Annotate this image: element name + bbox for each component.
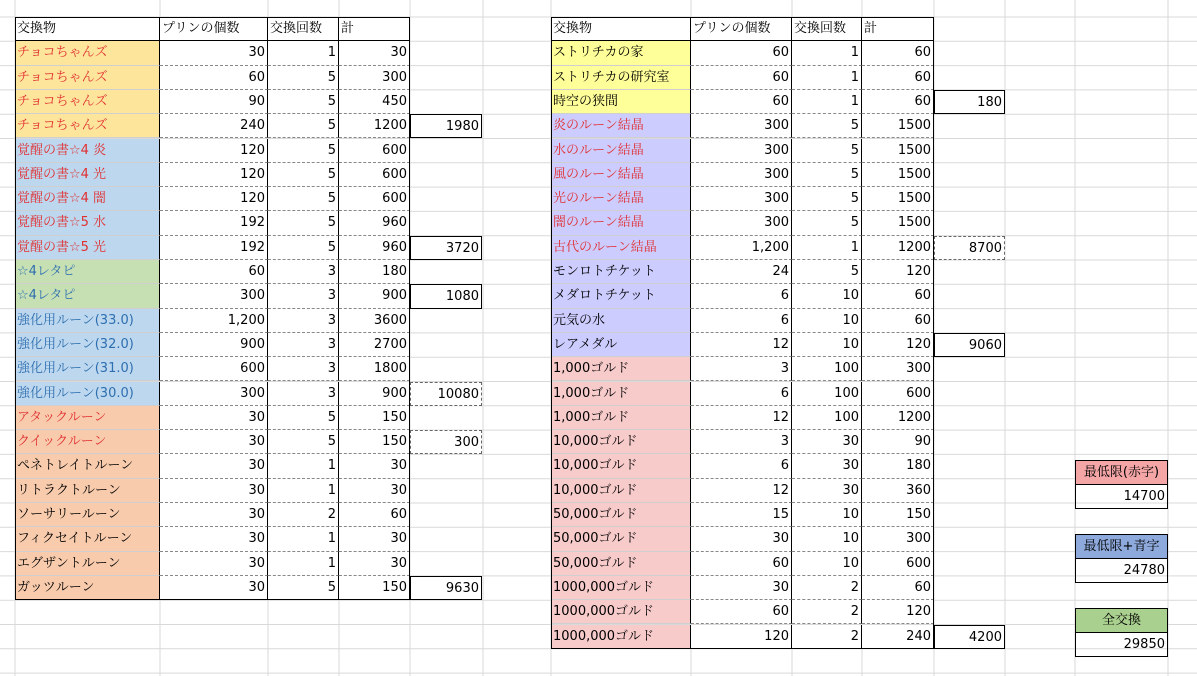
total-cell[interactable]: 600 xyxy=(339,187,410,211)
total-cell[interactable]: 30 xyxy=(339,552,410,576)
count-cell[interactable]: 300 xyxy=(160,284,268,308)
item-cell[interactable]: 時空の狭間 xyxy=(551,90,691,114)
times-cell[interactable]: 30 xyxy=(792,479,862,503)
times-cell[interactable]: 100 xyxy=(792,357,862,381)
count-cell[interactable]: 300 xyxy=(691,211,792,235)
item-cell[interactable]: 1,000ゴルド xyxy=(551,382,691,406)
count-cell[interactable]: 6 xyxy=(691,309,792,333)
item-cell[interactable]: ストリチカの家 xyxy=(551,41,691,65)
group-total-cell[interactable]: 4200 xyxy=(934,625,1005,649)
item-cell[interactable]: レアメダル xyxy=(551,333,691,357)
times-cell[interactable]: 5 xyxy=(792,187,862,211)
total-cell[interactable]: 450 xyxy=(339,90,410,114)
total-cell[interactable]: 60 xyxy=(862,576,934,600)
times-cell[interactable]: 10 xyxy=(792,503,862,527)
header-item[interactable]: 交換物 xyxy=(551,17,691,41)
total-cell[interactable]: 300 xyxy=(862,527,934,551)
count-cell[interactable]: 1,200 xyxy=(691,236,792,260)
count-cell[interactable]: 30 xyxy=(160,430,268,454)
total-cell[interactable]: 1200 xyxy=(339,114,410,138)
item-cell[interactable]: メダロトチケット xyxy=(551,284,691,308)
total-cell[interactable]: 600 xyxy=(339,139,410,163)
times-cell[interactable]: 3 xyxy=(268,382,339,406)
total-cell[interactable]: 60 xyxy=(862,41,934,65)
total-cell[interactable]: 120 xyxy=(862,260,934,284)
times-cell[interactable]: 100 xyxy=(792,406,862,430)
header-times[interactable]: 交換回数 xyxy=(792,17,862,41)
times-cell[interactable]: 5 xyxy=(792,114,862,138)
item-cell[interactable]: ストリチカの研究室 xyxy=(551,66,691,90)
item-cell[interactable]: 10,000ゴルド xyxy=(551,430,691,454)
item-cell[interactable]: 覚醒の書☆4 炎 xyxy=(15,139,160,163)
times-cell[interactable]: 5 xyxy=(792,260,862,284)
item-cell[interactable]: 10,000ゴルド xyxy=(551,479,691,503)
count-cell[interactable]: 900 xyxy=(160,333,268,357)
count-cell[interactable]: 6 xyxy=(691,382,792,406)
item-cell[interactable]: ソーサリールーン xyxy=(15,503,160,527)
times-cell[interactable]: 5 xyxy=(268,576,339,600)
group-total-cell[interactable]: 180 xyxy=(934,90,1005,114)
count-cell[interactable]: 12 xyxy=(691,333,792,357)
item-cell[interactable]: ペネトレイトルーン xyxy=(15,454,160,478)
total-cell[interactable]: 1800 xyxy=(339,357,410,381)
times-cell[interactable]: 1 xyxy=(268,479,339,503)
count-cell[interactable]: 30 xyxy=(160,454,268,478)
count-cell[interactable]: 60 xyxy=(691,90,792,114)
item-cell[interactable]: 炎のルーン結晶 xyxy=(551,114,691,138)
item-cell[interactable]: 光のルーン結晶 xyxy=(551,187,691,211)
item-cell[interactable]: 1,000ゴルド xyxy=(551,357,691,381)
total-cell[interactable]: 30 xyxy=(339,454,410,478)
times-cell[interactable]: 5 xyxy=(268,211,339,235)
count-cell[interactable]: 300 xyxy=(691,187,792,211)
group-total-cell[interactable]: 3720 xyxy=(410,236,482,260)
times-cell[interactable]: 3 xyxy=(268,284,339,308)
total-cell[interactable]: 1200 xyxy=(862,406,934,430)
group-total-cell[interactable]: 1980 xyxy=(410,114,482,138)
times-cell[interactable]: 5 xyxy=(268,114,339,138)
times-cell[interactable]: 1 xyxy=(792,41,862,65)
total-cell[interactable]: 900 xyxy=(339,284,410,308)
count-cell[interactable]: 30 xyxy=(160,552,268,576)
times-cell[interactable]: 1 xyxy=(268,41,339,65)
times-cell[interactable]: 5 xyxy=(268,187,339,211)
total-cell[interactable]: 1500 xyxy=(862,211,934,235)
item-cell[interactable]: 強化用ルーン(30.0) xyxy=(15,382,160,406)
total-cell[interactable]: 1500 xyxy=(862,163,934,187)
count-cell[interactable]: 90 xyxy=(160,90,268,114)
times-cell[interactable]: 5 xyxy=(792,211,862,235)
item-cell[interactable]: 10,000ゴルド xyxy=(551,454,691,478)
item-cell[interactable]: エグザントルーン xyxy=(15,552,160,576)
count-cell[interactable]: 60 xyxy=(160,66,268,90)
group-total-cell[interactable]: 9060 xyxy=(934,333,1005,357)
times-cell[interactable]: 5 xyxy=(792,163,862,187)
times-cell[interactable]: 10 xyxy=(792,309,862,333)
total-cell[interactable]: 180 xyxy=(339,260,410,284)
count-cell[interactable]: 60 xyxy=(691,600,792,624)
header-times[interactable]: 交換回数 xyxy=(268,17,339,41)
count-cell[interactable]: 192 xyxy=(160,211,268,235)
times-cell[interactable]: 5 xyxy=(268,430,339,454)
item-cell[interactable]: 水のルーン結晶 xyxy=(551,139,691,163)
group-total-cell[interactable]: 8700 xyxy=(934,236,1005,260)
header-count[interactable]: プリンの個数 xyxy=(160,17,268,41)
times-cell[interactable]: 3 xyxy=(268,309,339,333)
count-cell[interactable]: 12 xyxy=(691,479,792,503)
item-cell[interactable]: チョコちゃんズ xyxy=(15,114,160,138)
count-cell[interactable]: 300 xyxy=(691,163,792,187)
times-cell[interactable]: 2 xyxy=(792,600,862,624)
count-cell[interactable]: 120 xyxy=(160,187,268,211)
item-cell[interactable]: チョコちゃんズ xyxy=(15,66,160,90)
item-cell[interactable]: 1000,000ゴルド xyxy=(551,600,691,624)
times-cell[interactable]: 5 xyxy=(268,90,339,114)
item-cell[interactable]: 50,000ゴルド xyxy=(551,503,691,527)
total-cell[interactable]: 120 xyxy=(862,600,934,624)
count-cell[interactable]: 300 xyxy=(691,114,792,138)
total-cell[interactable]: 2700 xyxy=(339,333,410,357)
times-cell[interactable]: 2 xyxy=(792,625,862,649)
count-cell[interactable]: 1,200 xyxy=(160,309,268,333)
total-cell[interactable]: 1200 xyxy=(862,236,934,260)
times-cell[interactable]: 30 xyxy=(792,454,862,478)
total-cell[interactable]: 180 xyxy=(862,454,934,478)
summary-min-blue-label[interactable]: 最低限+青字 xyxy=(1075,534,1168,559)
item-cell[interactable]: 風のルーン結晶 xyxy=(551,163,691,187)
times-cell[interactable]: 5 xyxy=(268,236,339,260)
total-cell[interactable]: 3600 xyxy=(339,309,410,333)
summary-all-value[interactable]: 29850 xyxy=(1075,632,1168,657)
count-cell[interactable]: 240 xyxy=(160,114,268,138)
item-cell[interactable]: モンロトチケット xyxy=(551,260,691,284)
total-cell[interactable]: 300 xyxy=(339,66,410,90)
times-cell[interactable]: 10 xyxy=(792,284,862,308)
summary-min-red-value[interactable]: 14700 xyxy=(1075,484,1168,509)
header-count[interactable]: プリンの個数 xyxy=(691,17,792,41)
total-cell[interactable]: 360 xyxy=(862,479,934,503)
times-cell[interactable]: 3 xyxy=(268,357,339,381)
total-cell[interactable]: 150 xyxy=(339,430,410,454)
count-cell[interactable]: 60 xyxy=(160,260,268,284)
times-cell[interactable]: 2 xyxy=(268,503,339,527)
total-cell[interactable]: 60 xyxy=(339,503,410,527)
total-cell[interactable]: 600 xyxy=(339,163,410,187)
times-cell[interactable]: 1 xyxy=(792,66,862,90)
times-cell[interactable]: 5 xyxy=(792,139,862,163)
header-total[interactable]: 計 xyxy=(862,17,934,41)
item-cell[interactable]: フィクセイトルーン xyxy=(15,527,160,551)
item-cell[interactable]: 強化用ルーン(33.0) xyxy=(15,309,160,333)
header-item[interactable]: 交換物 xyxy=(15,17,160,41)
item-cell[interactable]: 覚醒の書☆5 水 xyxy=(15,211,160,235)
total-cell[interactable]: 60 xyxy=(862,90,934,114)
count-cell[interactable]: 3 xyxy=(691,357,792,381)
count-cell[interactable]: 60 xyxy=(691,552,792,576)
times-cell[interactable]: 1 xyxy=(792,90,862,114)
count-cell[interactable]: 30 xyxy=(160,503,268,527)
total-cell[interactable]: 150 xyxy=(339,576,410,600)
group-total-cell[interactable]: 10080 xyxy=(410,382,482,406)
times-cell[interactable]: 5 xyxy=(268,406,339,430)
item-cell[interactable]: チョコちゃんズ xyxy=(15,41,160,65)
total-cell[interactable]: 300 xyxy=(862,357,934,381)
count-cell[interactable]: 3 xyxy=(691,430,792,454)
times-cell[interactable]: 1 xyxy=(268,454,339,478)
count-cell[interactable]: 6 xyxy=(691,284,792,308)
item-cell[interactable]: 闇のルーン結晶 xyxy=(551,211,691,235)
times-cell[interactable]: 100 xyxy=(792,382,862,406)
times-cell[interactable]: 10 xyxy=(792,552,862,576)
times-cell[interactable]: 5 xyxy=(268,66,339,90)
header-total[interactable]: 計 xyxy=(339,17,410,41)
count-cell[interactable]: 30 xyxy=(160,479,268,503)
count-cell[interactable]: 15 xyxy=(691,503,792,527)
total-cell[interactable]: 240 xyxy=(862,625,934,649)
times-cell[interactable]: 2 xyxy=(792,576,862,600)
count-cell[interactable]: 120 xyxy=(691,625,792,649)
count-cell[interactable]: 120 xyxy=(160,139,268,163)
count-cell[interactable]: 30 xyxy=(160,527,268,551)
count-cell[interactable]: 6 xyxy=(691,454,792,478)
total-cell[interactable]: 60 xyxy=(862,309,934,333)
group-total-cell[interactable]: 9630 xyxy=(410,576,482,600)
total-cell[interactable]: 1500 xyxy=(862,187,934,211)
count-cell[interactable]: 300 xyxy=(160,382,268,406)
times-cell[interactable]: 30 xyxy=(792,430,862,454)
count-cell[interactable]: 30 xyxy=(691,576,792,600)
count-cell[interactable]: 30 xyxy=(160,576,268,600)
total-cell[interactable]: 60 xyxy=(862,284,934,308)
summary-min-blue-value[interactable]: 24780 xyxy=(1075,558,1168,583)
item-cell[interactable]: チョコちゃんズ xyxy=(15,90,160,114)
item-cell[interactable]: 50,000ゴルド xyxy=(551,552,691,576)
total-cell[interactable]: 150 xyxy=(339,406,410,430)
times-cell[interactable]: 3 xyxy=(268,260,339,284)
count-cell[interactable]: 192 xyxy=(160,236,268,260)
item-cell[interactable]: 覚醒の書☆4 光 xyxy=(15,163,160,187)
times-cell[interactable]: 1 xyxy=(792,236,862,260)
count-cell[interactable]: 12 xyxy=(691,406,792,430)
times-cell[interactable]: 3 xyxy=(268,333,339,357)
count-cell[interactable]: 30 xyxy=(160,406,268,430)
item-cell[interactable]: 古代のルーン結晶 xyxy=(551,236,691,260)
total-cell[interactable]: 150 xyxy=(862,503,934,527)
times-cell[interactable]: 5 xyxy=(268,163,339,187)
total-cell[interactable]: 1500 xyxy=(862,114,934,138)
count-cell[interactable]: 30 xyxy=(691,527,792,551)
count-cell[interactable]: 30 xyxy=(160,41,268,65)
total-cell[interactable]: 960 xyxy=(339,211,410,235)
total-cell[interactable]: 1500 xyxy=(862,139,934,163)
count-cell[interactable]: 60 xyxy=(691,66,792,90)
item-cell[interactable]: 1000,000ゴルド xyxy=(551,576,691,600)
times-cell[interactable]: 1 xyxy=(268,527,339,551)
count-cell[interactable]: 60 xyxy=(691,41,792,65)
count-cell[interactable]: 600 xyxy=(160,357,268,381)
total-cell[interactable]: 600 xyxy=(862,382,934,406)
summary-all-label[interactable]: 全交換 xyxy=(1075,608,1168,633)
item-cell[interactable]: 覚醒の書☆4 闇 xyxy=(15,187,160,211)
times-cell[interactable]: 10 xyxy=(792,333,862,357)
item-cell[interactable]: 強化用ルーン(32.0) xyxy=(15,333,160,357)
item-cell[interactable]: 1,000ゴルド xyxy=(551,406,691,430)
times-cell[interactable]: 5 xyxy=(268,139,339,163)
group-total-cell[interactable]: 1080 xyxy=(410,284,482,308)
item-cell[interactable]: アタックルーン xyxy=(15,406,160,430)
count-cell[interactable]: 24 xyxy=(691,260,792,284)
total-cell[interactable]: 30 xyxy=(339,41,410,65)
total-cell[interactable]: 90 xyxy=(862,430,934,454)
group-total-cell[interactable]: 300 xyxy=(410,430,482,454)
total-cell[interactable]: 60 xyxy=(862,66,934,90)
times-cell[interactable]: 10 xyxy=(792,527,862,551)
total-cell[interactable]: 30 xyxy=(339,527,410,551)
count-cell[interactable]: 300 xyxy=(691,139,792,163)
total-cell[interactable]: 120 xyxy=(862,333,934,357)
item-cell[interactable]: リトラクトルーン xyxy=(15,479,160,503)
item-cell[interactable]: 1000,000ゴルド xyxy=(551,625,691,649)
times-cell[interactable]: 1 xyxy=(268,552,339,576)
total-cell[interactable]: 30 xyxy=(339,479,410,503)
item-cell[interactable]: 覚醒の書☆5 光 xyxy=(15,236,160,260)
item-cell[interactable]: ガッツルーン xyxy=(15,576,160,600)
item-cell[interactable]: ☆4レタピ xyxy=(15,284,160,308)
total-cell[interactable]: 900 xyxy=(339,382,410,406)
item-cell[interactable]: 元気の水 xyxy=(551,309,691,333)
item-cell[interactable]: クイックルーン xyxy=(15,430,160,454)
item-cell[interactable]: 50,000ゴルド xyxy=(551,527,691,551)
total-cell[interactable]: 960 xyxy=(339,236,410,260)
total-cell[interactable]: 600 xyxy=(862,552,934,576)
item-cell[interactable]: ☆4レタピ xyxy=(15,260,160,284)
item-cell[interactable]: 強化用ルーン(31.0) xyxy=(15,357,160,381)
summary-min-red-label[interactable]: 最低限(赤字) xyxy=(1075,460,1168,485)
count-cell[interactable]: 120 xyxy=(160,163,268,187)
